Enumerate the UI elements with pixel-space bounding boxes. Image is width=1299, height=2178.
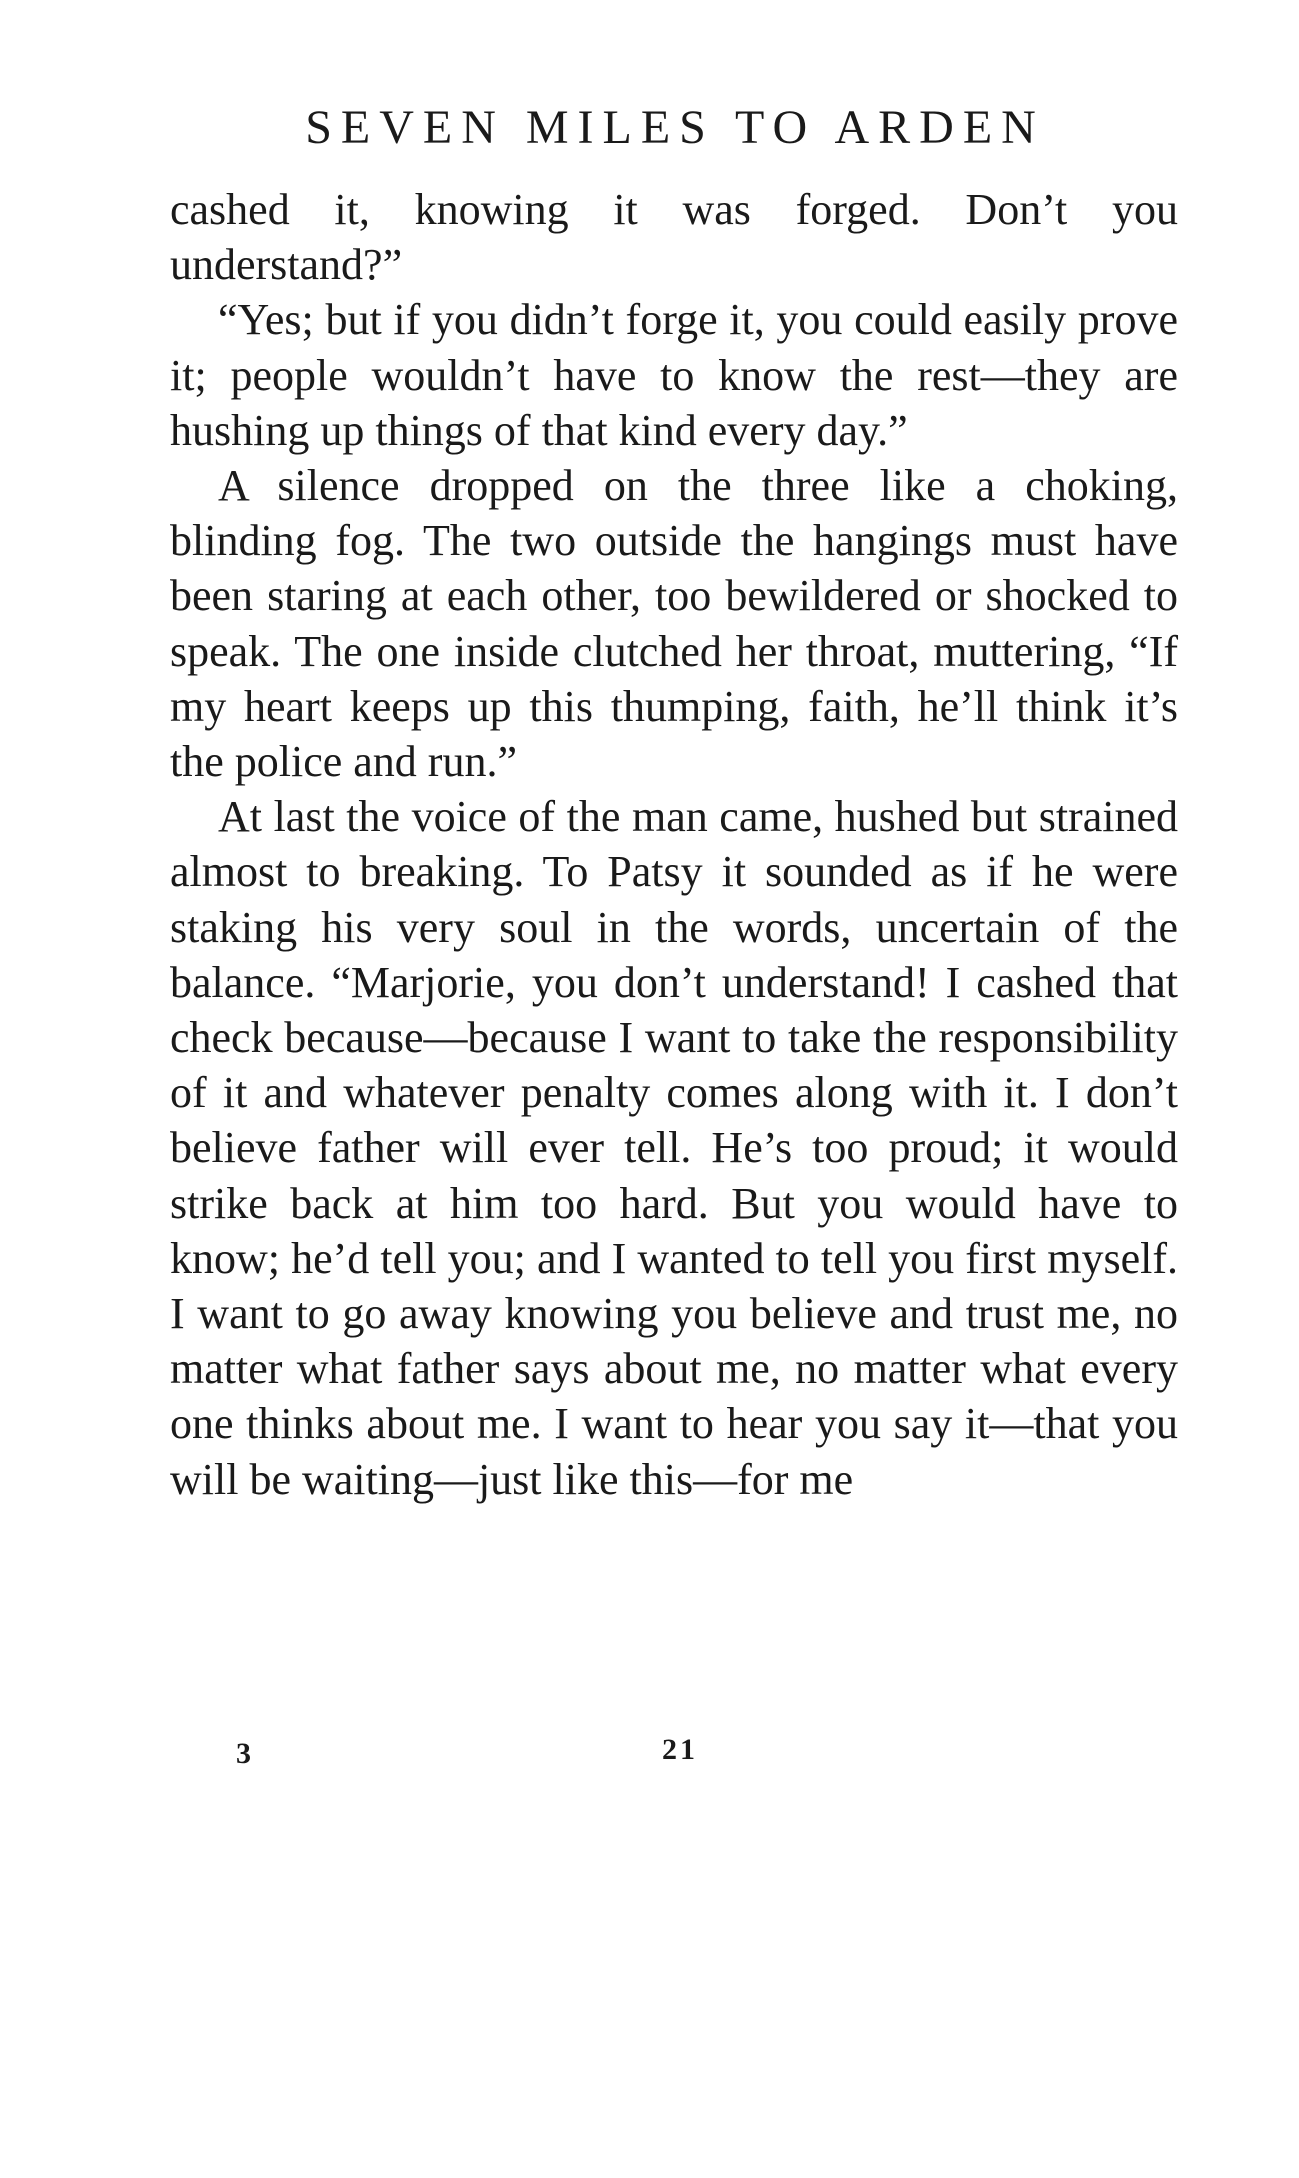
- body-text: [170, 182, 1178, 1507]
- paragraph: “Yes; but if you didn’t forge it, you could easily prove it; people wouldn’t have to know the rest—they are hushing up things of that kind every day.”: [170, 295, 1178, 455]
- paragraph-continuation: cashed it, knowing it was forged. Don’t you understand?”: [170, 185, 1178, 290]
- page-number: 21: [662, 1733, 698, 1766]
- paragraph: At last the voice of the man came, hushed but strained almost to breaking. To Patsy it sounded as if he were staking his very soul in the words, uncertain of the balance. “Marjorie, you don’t understand! I cashed that check because—because I want to take the responsibility of it and whatever penalty comes along with it. I don’t believe father will ever tell. He’s too proud; it would strike back at him too hard. But you would have to know; he’d tell you; and I wanted to tell you first myself. I want to go away knowing you believe and trust me, no matter what father says about me, no matter what every one thinks about me. I want to hear you say it—that you will be waiting—just like this—for me: [170, 792, 1178, 1504]
- paragraph: A silence dropped on the three like a choking, blinding fog. The two outside the hangings must have been staring at each other, too bewildered or shocked to speak. The one inside clutched her throat, muttering, “If my heart keeps up this thumping, faith, he’ll think it’s the police and run.”: [170, 461, 1178, 787]
- running-head: SEVEN MILES TO ARDEN: [305, 101, 1045, 154]
- signature-mark: 3: [236, 1737, 251, 1770]
